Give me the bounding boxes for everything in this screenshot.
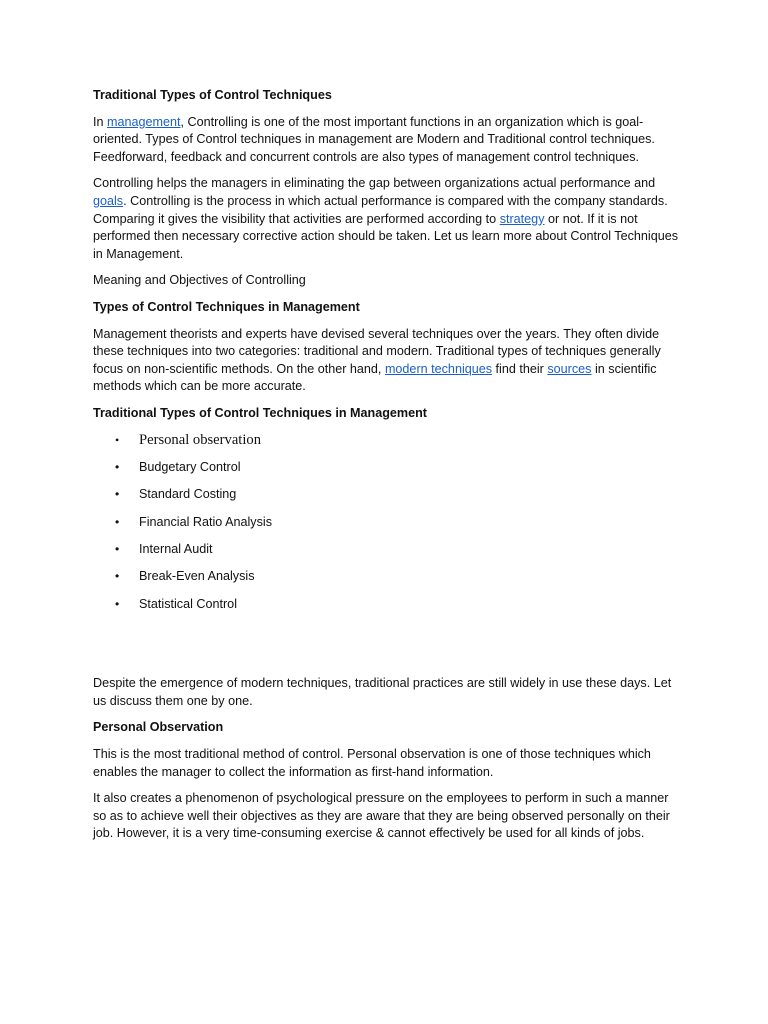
goals-link[interactable]: goals — [93, 193, 124, 208]
list-item: • Internal Audit — [93, 541, 683, 568]
intro-p1-text-end: , Controlling is one of the most important functions in an organization which is goal-oriented. Types of Control techniques in management are Modern and Traditional control techniques. Feedforward, feedback and concurrent controls are also types of management control techniques. — [93, 114, 655, 164]
management-link[interactable]: management — [107, 114, 181, 129]
sources-link[interactable]: sources — [547, 361, 592, 376]
list-item: • Personal observation — [93, 432, 683, 459]
intro-p1-text-start: In — [93, 114, 108, 129]
list-item: • Statistical Control — [93, 596, 683, 623]
personal-observation-paragraph-1: This is the most traditional method of control. Personal observation is one of those techniques which enables the manager to collect the information as first-hand information. — [93, 747, 651, 779]
list-item: • Standard Costing — [93, 486, 683, 513]
strategy-link[interactable]: strategy — [499, 211, 545, 226]
modern-techniques-link[interactable]: modern techniques — [384, 361, 493, 376]
types-heading: Types of Control Techniques in Management — [93, 299, 360, 314]
intro-paragraph-2 — [93, 175, 683, 263]
personal-observation-paragraph-2: It also creates a phenomenon of psychological pressure on the employees to perform in such a manner so as to achieve well their objectives as they are aware that they are being observed personally on their job. However, it is a very time-consuming exercise & cannot effectively be used for all kinds of jobs. — [93, 791, 670, 841]
list-item: • Financial Ratio Analysis — [93, 514, 683, 541]
intro-p2-text-start: Controlling helps the managers in eliminating the gap between organizations actual performance and — [93, 176, 656, 191]
document-title: Traditional Types of Control Techniques — [93, 88, 332, 102]
intro-p2-text-end: or not. If it is not performed then necessary corrective action should be taken. Let us learn more about Control Techniques in Management. — [93, 211, 679, 261]
list-item: • Break-Even Analysis — [93, 568, 683, 595]
types-text-end: in scientific methods which can be more accurate. — [93, 361, 657, 394]
intro-p2-text-middle: . Controlling is the process in which actual performance is compared with the company standards. Comparing it gives the visibility that activities are performed according to — [93, 193, 668, 226]
meaning-objectives-line: Meaning and Objectives of Controlling — [93, 273, 306, 288]
types-paragraph — [93, 326, 683, 396]
personal-observation-heading: Personal Observation — [93, 720, 224, 735]
techniques-list — [93, 432, 683, 624]
types-text-start: Management theorists and experts have devised several techniques over the years. They often divide these techniques into two categories: traditional and modern. Traditional types of techniques generally focus on non-scientific methods. On the other hand, — [93, 326, 661, 376]
list-item: • Budgetary Control — [93, 459, 683, 486]
intro-paragraph-1 — [93, 114, 683, 167]
despite-paragraph: Despite the emergence of modern techniques, traditional practices are still widely in use these days. Let us discuss them one by one. — [93, 676, 672, 708]
list-heading: Traditional Types of Control Techniques in Management — [93, 405, 427, 420]
blank-space — [93, 623, 683, 675]
document-page — [93, 87, 683, 852]
types-text-middle: find their — [492, 361, 548, 376]
